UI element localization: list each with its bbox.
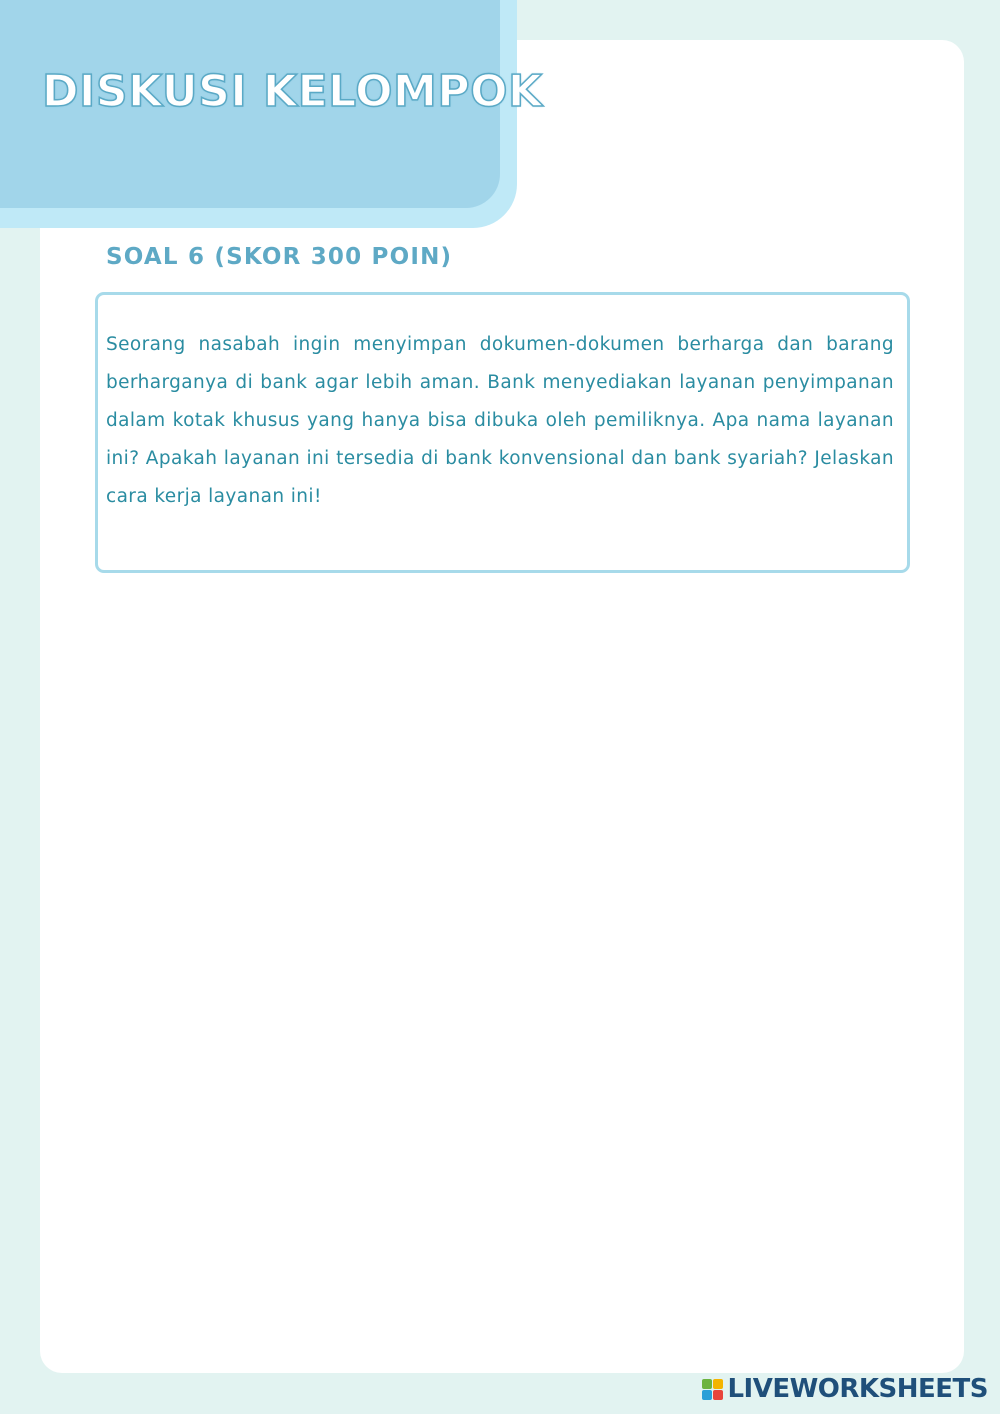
page-title: DISKUSI KELOMPOK: [42, 66, 543, 117]
question-box: [95, 292, 910, 573]
liveworksheets-brand[interactable]: [702, 1374, 988, 1404]
question-heading: SOAL 6 (SKOR 300 POIN): [106, 244, 453, 270]
header-banner: [0, 0, 543, 208]
brand-name: LIVEWORKSHEETS: [727, 1374, 988, 1404]
worksheet-page: [40, 40, 964, 1373]
liveworksheets-logo-icon: [702, 1379, 723, 1400]
question-text: Seorang nasabah ingin menyimpan dokumen-dokumen berharga dan barang berharganya di bank agar lebih aman. Bank menyediakan layanan penyimpanan dalam kotak khusus yang hanya bisa dibuka oleh pemiliknya. Apa nama layanan ini? Apakah layanan ini tersedia di bank konvensional dan bank syariah? Jelaskan cara kerja layanan ini!: [106, 334, 894, 507]
